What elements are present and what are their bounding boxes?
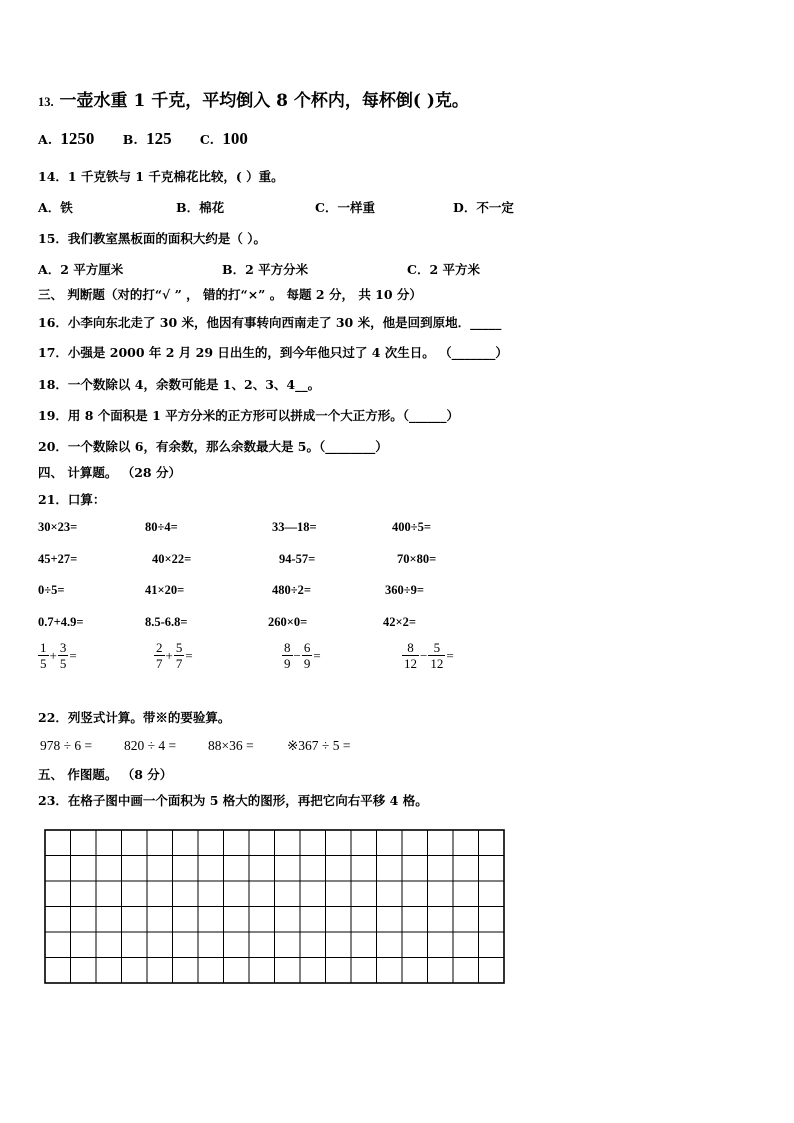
denominator: 9 [303,656,311,671]
operator: − [420,647,428,663]
grid-cell[interactable] [453,932,479,958]
grid-cell[interactable] [224,856,250,882]
grid-cell[interactable] [45,856,71,882]
grid-cell[interactable] [71,907,97,933]
q13-line [38,86,469,111]
q13-option-a-label: A. [38,132,53,147]
grid-cell[interactable] [275,907,301,933]
grid-cell[interactable] [428,856,454,882]
grid-cell[interactable] [479,856,505,882]
grid-cell[interactable] [326,907,352,933]
q23-title: 23．在格子图中画一个面积为 5 格大的图形，再把它向右平移 4 格。 [38,793,428,808]
denominator: 9 [284,656,291,671]
grid-cell[interactable] [275,881,301,907]
grid-cell[interactable] [71,958,97,984]
q15-option-a: A．2 平方厘米 [38,262,124,277]
grid-cell[interactable] [198,907,224,933]
q22-title: 22．列竖式计算。带※的要验算。 [38,710,231,725]
grid-cell[interactable] [147,907,173,933]
grid-cell[interactable] [326,881,352,907]
denominator: 5 [40,656,47,671]
denominator: 7 [156,656,163,671]
calc-r4-c4: 42×2= [383,615,416,629]
fraction-expr-1 [38,640,78,671]
grid-cell[interactable] [428,958,454,984]
grid-cell[interactable] [428,881,454,907]
grid-cell[interactable] [351,881,377,907]
grid-cell[interactable] [224,932,250,958]
calc-r1-c3: 33—18= [272,520,317,534]
grid-cell[interactable] [453,830,479,856]
grid-cell[interactable] [300,907,326,933]
drawing-grid[interactable] [44,829,506,985]
grid-cell[interactable] [377,958,403,984]
q15-text: 15．我们教室黑板面的面积大约是（ ）。 [38,231,266,246]
q21-title: 21．口算： [38,492,106,507]
grid-cell[interactable] [428,932,454,958]
fraction [38,640,49,671]
grid-cell[interactable] [249,907,275,933]
q14-option-c: C．一样重 [315,200,375,215]
grid-cell[interactable] [428,830,454,856]
grid-cell[interactable] [326,830,352,856]
grid-cell[interactable] [249,932,275,958]
grid-cell[interactable] [249,856,275,882]
grid-cell[interactable] [122,830,148,856]
q17-text: 17．小强是 2000 年 2 月 29 日出生的，到今年他只过了 4 次生日。 （_______） [38,345,508,360]
grid-cell[interactable] [402,907,428,933]
calc-r2-c4: 70×80= [397,552,437,566]
q13-option-b-value: 125 [146,129,172,148]
grid-cell[interactable] [122,907,148,933]
q20-text: 20．一个数除以 6，有余数，那么余数最大是 5。（________） [38,439,388,454]
section5-heading: 五、 作图题。 （8 分） [38,767,173,782]
q22-item-4: ※367 ÷ 5 = [287,738,351,753]
grid-cell[interactable] [377,907,403,933]
grid-cell[interactable] [198,958,224,984]
denominator: 5 [59,656,67,671]
calc-r3-c3: 480÷2= [272,583,311,597]
grid-cell[interactable] [453,856,479,882]
grid-cell[interactable] [479,958,505,984]
calc-r3-c4: 360÷9= [385,583,424,597]
q15-option-b: B．2 平方分米 [222,262,309,277]
numerator: 5 [175,640,183,655]
fraction [58,640,69,671]
calc-r3-c1: 0÷5= [38,583,65,597]
grid-cell[interactable] [96,907,122,933]
q15-option-c: C．2 平方米 [407,262,480,277]
grid-cell[interactable] [351,830,377,856]
grid-cell[interactable] [453,958,479,984]
grid-cell[interactable] [479,907,505,933]
grid-cell[interactable] [249,830,275,856]
q13-text: 一壶水重 1 千克，平均倒入 8 个杯内，每杯倒( )克。 [59,91,469,111]
grid-cell[interactable] [45,932,71,958]
q14-text: 14．1 千克铁与 1 千克棉花比较，( ）重。 [38,169,284,184]
q22-item-3: 88×36 = [208,738,254,753]
operator: − [293,647,301,663]
grid-cell[interactable] [300,958,326,984]
numerator: 3 [59,640,67,655]
grid-cell[interactable] [71,830,97,856]
grid-cell[interactable] [402,958,428,984]
section3-heading: 三、 判断题（对的打“√ ” ， 错的打“×” 。 每题 2 分， 共 10 分） [38,287,422,302]
grid-cell[interactable] [377,856,403,882]
q13-option-b-label: B. [122,132,138,147]
grid-cell[interactable] [173,932,199,958]
grid-cell[interactable] [428,907,454,933]
grid-cell[interactable] [275,856,301,882]
q22-item-2: 820 ÷ 4 = [124,738,177,753]
grid-cell[interactable] [326,856,352,882]
grid-cell[interactable] [453,907,479,933]
grid-cell[interactable] [173,830,199,856]
calc-r4-c1: 0.7+4.9= [38,615,84,629]
equals-sign: = [185,647,193,663]
grid-cell[interactable] [326,958,352,984]
numerator: 2 [156,640,163,655]
grid-cell[interactable] [351,958,377,984]
grid-cell[interactable] [377,932,403,958]
q13-option-c-value: 100 [222,129,248,148]
grid-cell[interactable] [147,958,173,984]
grid-cell[interactable] [71,881,97,907]
grid-cell[interactable] [402,881,428,907]
equals-sign: = [446,647,454,663]
calc-r4-c3: 260×0= [268,615,308,629]
q18-text: 18．一个数除以 4，余数可能是 1、2、3、4__。 [38,377,321,392]
q13-option-c-label: C. [199,132,215,147]
grid-cell[interactable] [326,932,352,958]
fraction-expr-2 [154,640,194,671]
grid-cell[interactable] [96,958,122,984]
grid-cell[interactable] [96,932,122,958]
grid-cell[interactable] [351,907,377,933]
calc-r3-c2: 41×20= [145,583,185,597]
q13-options [38,129,248,149]
grid-cell[interactable] [402,856,428,882]
grid-cell[interactable] [300,830,326,856]
grid-cell[interactable] [198,932,224,958]
grid-cell[interactable] [224,907,250,933]
grid-cell[interactable] [173,881,199,907]
denominator: 12 [430,656,444,671]
numerator: 5 [428,640,445,656]
grid-cell[interactable] [479,830,505,856]
numerator: 1 [40,640,47,655]
grid-cell[interactable] [45,830,71,856]
grid-cell[interactable] [249,881,275,907]
fraction [174,640,185,671]
grid-cell[interactable] [275,830,301,856]
grid-cell[interactable] [96,881,122,907]
grid-cell[interactable] [45,881,71,907]
calc-r1-c1: 30×23= [38,520,78,534]
grid-cell[interactable] [402,932,428,958]
grid-cell[interactable] [147,881,173,907]
grid-cell[interactable] [351,932,377,958]
q14-option-b: B．棉花 [176,200,225,215]
numerator: 6 [303,640,311,655]
grid-cell[interactable] [45,907,71,933]
grid-cell[interactable] [224,830,250,856]
calc-r2-c1: 45+27= [38,552,78,566]
q22-item-1: 978 ÷ 6 = [40,738,93,753]
grid-cell[interactable] [479,881,505,907]
grid-cell[interactable] [71,856,97,882]
grid-cell[interactable] [147,932,173,958]
calc-r2-c2: 40×22= [152,552,192,566]
fraction [402,640,419,671]
grid-cell[interactable] [122,932,148,958]
equals-sign: = [69,647,77,663]
numerator: 8 [284,640,291,655]
grid-cell[interactable] [275,932,301,958]
numerator: 8 [402,640,419,656]
fraction [282,640,293,671]
operator: + [165,647,173,663]
grid-cell[interactable] [198,830,224,856]
grid-cell[interactable] [402,830,428,856]
grid-cell[interactable] [351,856,377,882]
fraction-expr-4 [402,640,455,671]
fraction [154,640,165,671]
calc-r2-c3: 94-57= [279,552,316,566]
q16-text: 16．小李向东北走了 30 米，他因有事转向西南走了 30 米，他是回到原地．_____ [38,315,502,330]
operator: + [49,647,57,663]
grid-cell[interactable] [147,830,173,856]
grid-cell[interactable] [300,932,326,958]
grid-cell[interactable] [224,958,250,984]
grid-cell[interactable] [198,881,224,907]
grid-cell[interactable] [173,856,199,882]
q14-option-a: A．铁 [38,200,73,215]
grid-cell[interactable] [96,830,122,856]
grid-cell[interactable] [173,958,199,984]
grid-cell[interactable] [147,856,173,882]
q19-text: 19．用 8 个面积是 1 平方分米的正方形可以拼成一个大正方形。（______） [38,408,459,423]
grid-cell[interactable] [224,881,250,907]
grid-cell[interactable] [122,856,148,882]
grid-cell[interactable] [479,932,505,958]
grid-cell[interactable] [45,958,71,984]
grid-cell[interactable] [300,856,326,882]
section4-heading: 四、 计算题。 （28 分） [38,465,181,480]
equals-sign: = [313,647,321,663]
grid-cell[interactable] [122,881,148,907]
denominator: 12 [404,656,417,671]
q14-option-d: D．不一定 [453,200,514,215]
grid-cell[interactable] [453,881,479,907]
grid-cell[interactable] [300,881,326,907]
grid-cell[interactable] [275,958,301,984]
fraction-expr-3 [282,640,322,671]
grid-cell[interactable] [173,907,199,933]
fraction [302,640,313,671]
grid-cell[interactable] [249,958,275,984]
denominator: 7 [175,656,183,671]
grid-cell[interactable] [71,932,97,958]
calc-r4-c2: 8.5-6.8= [145,615,188,629]
q13-option-a-value: 1250 [60,129,95,148]
grid-cell[interactable] [96,856,122,882]
grid-cell[interactable] [122,958,148,984]
calc-r1-c4: 400÷5= [392,520,431,534]
grid-cell[interactable] [198,856,224,882]
calc-r1-c2: 80÷4= [145,520,178,534]
q13-number: 13. [38,95,54,109]
grid-cell[interactable] [377,830,403,856]
grid-cell[interactable] [377,881,403,907]
fraction [428,640,445,671]
